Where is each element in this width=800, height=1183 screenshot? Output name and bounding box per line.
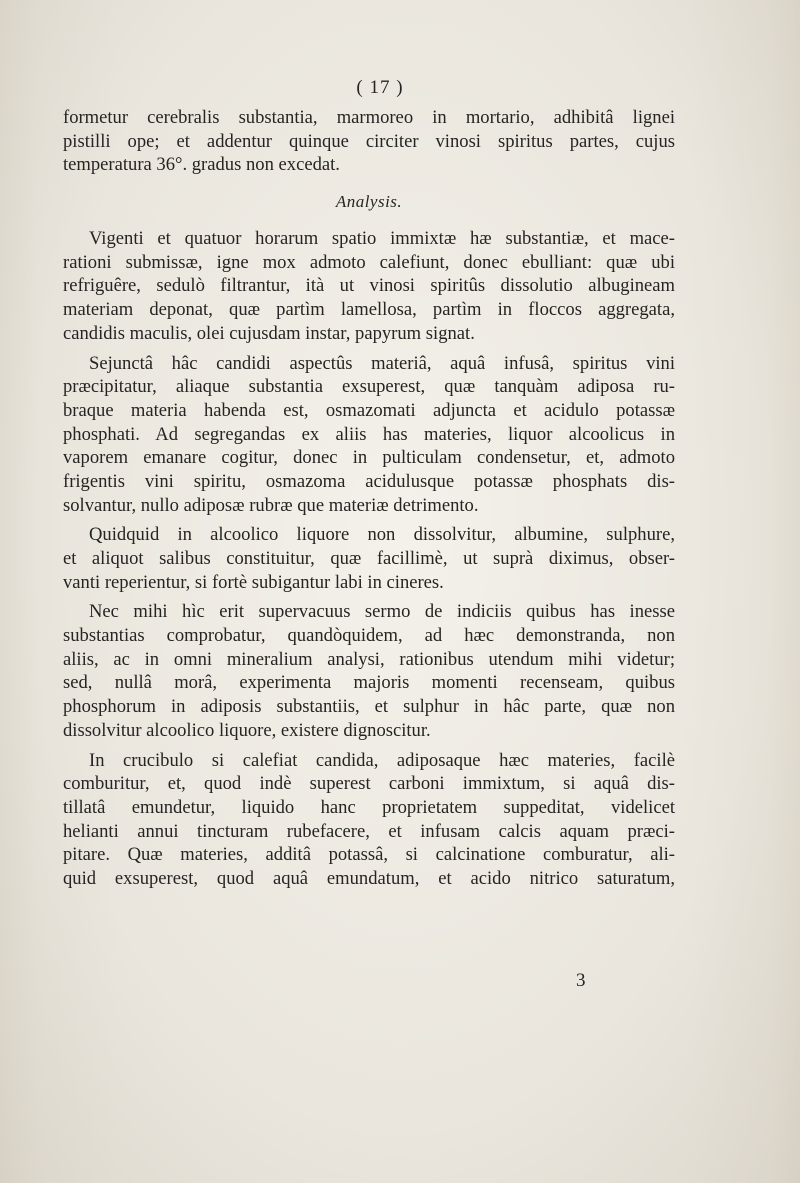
text-line: quid exsuperest, quod aquâ emundatum, et acido nitrico saturatum, bbox=[63, 867, 675, 889]
text-line: vaporem emanare cogitur, donec in pulticulam condensetur, et, admoto bbox=[63, 447, 675, 469]
text-line: tillatâ emundetur, liquido hanc proprietatem suppeditat, videlicet bbox=[63, 796, 675, 818]
section-heading: Analysis. bbox=[335, 192, 403, 212]
text-line: Vigenti et quatuor horarum spatio immixtæ hæ substantiæ, et mace- bbox=[89, 228, 675, 250]
text-line: braque materia habenda est, osmazomati adjuncta et acidulo potassæ bbox=[63, 399, 675, 421]
paragraph-3 bbox=[63, 352, 675, 518]
text-line: præcipitatur, aliaque substantia exsuperest, quæ tanquàm adiposa ru- bbox=[63, 376, 675, 398]
text-line: materiam deponat, quæ partìm lamellosa, partìm in floccos aggregata, bbox=[63, 299, 675, 321]
text-line: rationi submissæ, igne mox admoto calefiunt, donec ebulliant: quæ ubi bbox=[63, 251, 675, 273]
text-line: refriguêre, sedulò filtrantur, ità ut vinosi spiritûs dissolutio albugineam bbox=[63, 275, 675, 297]
text-line: comburitur, et, quod indè superest carboni immixtum, si aquâ dis- bbox=[63, 773, 675, 795]
paragraph-6 bbox=[63, 749, 675, 891]
text-line: Nec mihi hìc erit supervacuus sermo de indiciis quibus has inesse bbox=[89, 601, 675, 623]
text-line: et aliquot salibus constituitur, quæ facillimè, ut suprà diximus, obser- bbox=[63, 548, 675, 569]
text-line: candidis maculis, olei cujusdam instar, papyrum signat. bbox=[63, 322, 475, 344]
text-line: phosphati. Ad segregandas ex aliis has materies, liquor alcoolicus in bbox=[63, 423, 675, 445]
page-number: ( 17 ) bbox=[356, 77, 404, 98]
paragraph-5 bbox=[63, 600, 675, 742]
paragraph-4 bbox=[63, 523, 675, 594]
page-text bbox=[63, 70, 675, 891]
text-line: frigentis vini spiritu, osmazoma acidulusque potassæ phosphats dis- bbox=[63, 470, 675, 492]
text-line: In crucibulo si calefiat candida, adiposaque hæc materies, facilè bbox=[89, 749, 675, 771]
text-line: temperatura 36°. gradus non excedat. bbox=[63, 154, 340, 176]
text-line: dissolvitur alcoolico liquore, existere dignoscitur. bbox=[63, 719, 431, 741]
text-line: vanti reperientur, si fortè subigantur labi in cineres. bbox=[63, 571, 444, 593]
text-line: formetur cerebralis substantia, marmoreo in mortario, adhibitâ lignei bbox=[63, 107, 675, 128]
paragraph-2 bbox=[63, 227, 675, 345]
text-line: solvantur, nullo adiposæ rubræ que materiæ detrimento. bbox=[63, 494, 479, 516]
signature-mark: 3 bbox=[576, 970, 586, 991]
text-line: Sejunctâ hâc candidi aspectûs materiâ, aquâ infusâ, spiritus vini bbox=[89, 352, 675, 374]
text-line: phosphorum in adiposis substantiis, et sulphur in hâc parte, quæ non bbox=[63, 696, 675, 718]
text-line: sed, nullâ morâ, experimenta majoris momenti recenseam, quibus bbox=[63, 672, 675, 694]
text-line: substantias comprobatur, quandòquidem, ad hæc demonstranda, non bbox=[63, 625, 675, 647]
text-line: aliis, ac in omni mineralium analysi, rationibus utendum mihi videtur; bbox=[63, 648, 675, 670]
text-line: helianti annui tincturam rubefacere, et infusam calcis aquam præci- bbox=[63, 820, 675, 842]
text-line: pistilli ope; et addentur quinque circiter vinosi spiritus partes, cujus bbox=[63, 130, 675, 152]
text-line: pitare. Quæ materies, additâ potassâ, si calcinatione comburatur, ali- bbox=[63, 844, 675, 866]
text-line: Quidquid in alcoolico liquore non dissolvitur, albumine, sulphure, bbox=[89, 524, 675, 546]
paragraph-1 bbox=[63, 106, 675, 177]
